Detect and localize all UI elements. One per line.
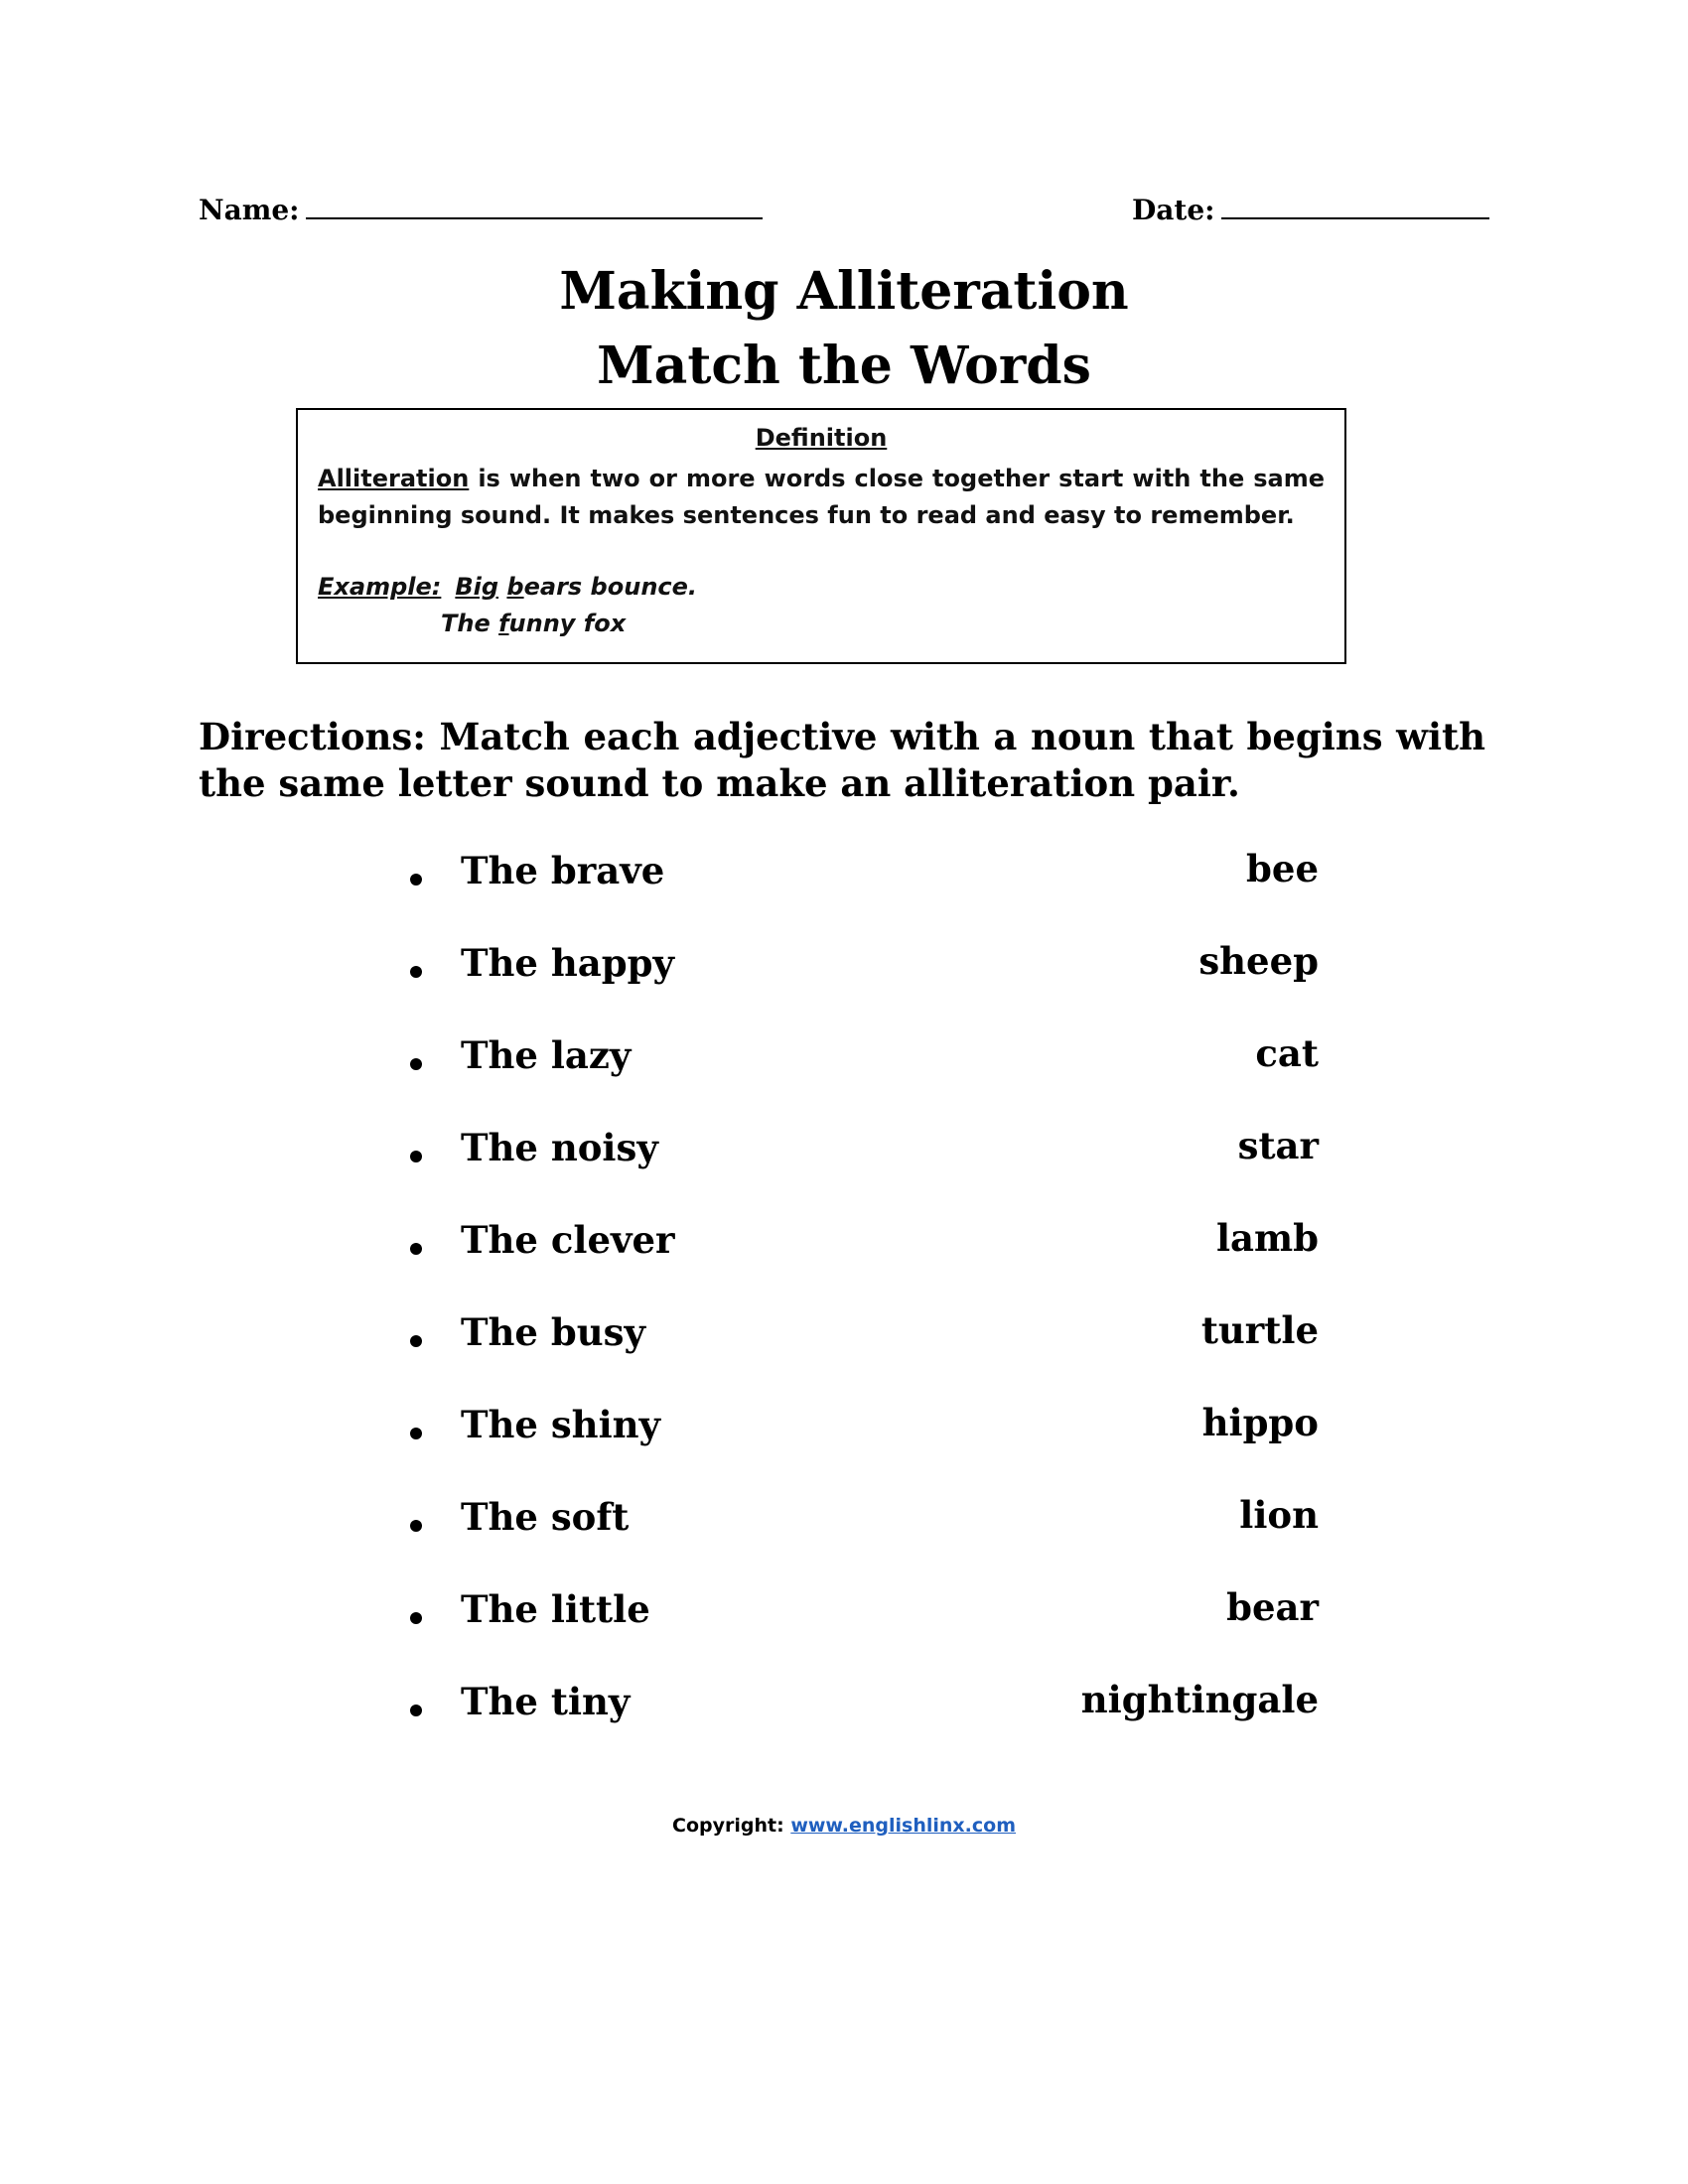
bullet-icon xyxy=(410,1705,422,1716)
date-field xyxy=(1132,194,1489,226)
bullet-icon xyxy=(410,1151,422,1162)
noun: bee xyxy=(1246,847,1319,890)
example-rest-2: unny fox xyxy=(508,610,627,637)
noun: cat xyxy=(1255,1031,1319,1075)
copyright-label: Copyright: xyxy=(672,1815,784,1837)
bullet-icon xyxy=(410,1058,422,1070)
definition-box xyxy=(296,408,1346,664)
noun: lamb xyxy=(1215,1216,1319,1260)
name-blank-line xyxy=(306,198,763,219)
directions-text: Directions: Match each adjective with a noun that begins with the same letter sound to make an alliteration pair. xyxy=(199,715,1485,805)
copyright-link[interactable]: www.englishlinx.com xyxy=(790,1815,1016,1837)
example-label: Example: xyxy=(318,573,442,601)
date-blank-line xyxy=(1221,198,1489,219)
match-row xyxy=(0,1213,1688,1305)
match-row xyxy=(0,844,1688,936)
example-pre-2: The xyxy=(441,610,499,637)
adjective: The happy xyxy=(461,941,674,985)
match-list xyxy=(0,844,1688,1767)
adjective: The clever xyxy=(461,1218,675,1262)
bullet-icon xyxy=(410,1428,422,1439)
bullet-icon xyxy=(410,1612,422,1624)
example-line-2 xyxy=(441,606,626,642)
match-row xyxy=(0,1490,1688,1582)
example-line-1 xyxy=(318,569,697,606)
adjective: The lazy xyxy=(461,1033,632,1077)
definition-term: Alliteration xyxy=(318,465,470,492)
noun: hippo xyxy=(1201,1401,1319,1444)
noun: turtle xyxy=(1200,1308,1319,1352)
adjective: The little xyxy=(461,1587,650,1631)
bullet-icon xyxy=(410,874,422,886)
name-field xyxy=(199,194,763,226)
example-rest-1: ears bounce. xyxy=(523,573,698,601)
copyright-footer xyxy=(0,1815,1688,1837)
page-title: Making Alliteration xyxy=(559,261,1129,322)
match-row xyxy=(0,1398,1688,1490)
adjective: The tiny xyxy=(461,1680,631,1723)
definition-heading: Definition xyxy=(755,424,888,452)
definition-body: is when two or more words close together start with the same beginning sound. It makes sentences fun to read and easy to remember. xyxy=(318,465,1325,529)
adjective: The soft xyxy=(461,1495,630,1539)
adjective: The busy xyxy=(461,1310,645,1354)
match-row xyxy=(0,1675,1688,1767)
bullet-icon xyxy=(410,1335,422,1347)
example-letter-b: b xyxy=(506,573,524,601)
match-row xyxy=(0,936,1688,1028)
page-subtitle: Match the Words xyxy=(597,336,1091,396)
bullet-icon xyxy=(410,1243,422,1255)
match-row xyxy=(0,1028,1688,1121)
adjective: The noisy xyxy=(461,1126,658,1169)
name-label: Name: xyxy=(199,194,300,226)
date-label: Date: xyxy=(1132,194,1215,226)
noun: star xyxy=(1237,1124,1319,1167)
adjective: The brave xyxy=(461,849,665,892)
noun: sheep xyxy=(1198,939,1319,983)
example-word-big: Big xyxy=(455,573,499,601)
match-row xyxy=(0,1582,1688,1675)
bullet-icon xyxy=(410,1520,422,1532)
noun: lion xyxy=(1239,1493,1319,1537)
bullet-icon xyxy=(410,966,422,978)
noun: bear xyxy=(1226,1585,1319,1629)
adjective: The shiny xyxy=(461,1403,661,1446)
noun: nightingale xyxy=(1080,1678,1319,1721)
definition-text xyxy=(318,461,1325,534)
match-row xyxy=(0,1121,1688,1213)
example-letter-f: f xyxy=(498,610,509,637)
match-row xyxy=(0,1305,1688,1398)
